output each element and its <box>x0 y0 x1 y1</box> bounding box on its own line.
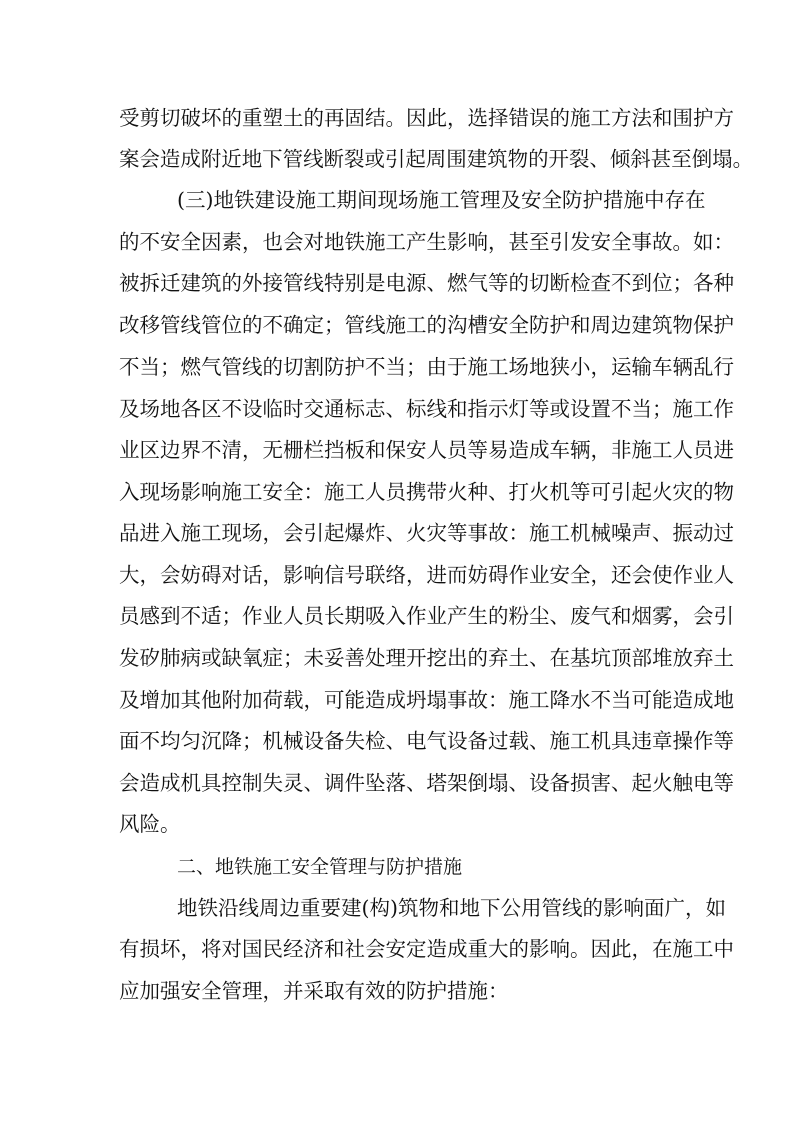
text-line: 有损坏，将对国民经济和社会安定造成重大的影响。因此，在施工中 <box>119 937 734 961</box>
text-line: 入现场影响施工安全：施工人员携带火种、打火机等可引起火灾的物 <box>119 480 734 504</box>
text-line: (三)地铁建设施工期间现场施工管理及安全防护措施中存在 <box>177 188 706 212</box>
text-line: 风险。 <box>119 812 181 836</box>
text-line: 被拆迁建筑的外接管线特别是电源、燃气等的切断检查不到位；各种 <box>119 271 734 295</box>
text-line: 改移管线管位的不确定；管线施工的沟槽安全防护和周边建筑物保护 <box>119 313 734 337</box>
section-heading: 二、地铁施工安全管理与防护措施 <box>177 856 463 878</box>
text-line: 大，会妨碍对话，影响信号联络，进而妨碍作业安全，还会使作业人 <box>119 563 734 587</box>
text-line: 地铁沿线周边重要建(构)筑物和地下公用管线的影响面广，如 <box>177 896 726 920</box>
text-line: 及增加其他附加荷载，可能造成坍塌事故：施工降水不当可能造成地 <box>119 688 734 712</box>
text-line: 业区边界不清，无栅栏挡板和保安人员等易造成车辆，非施工人员进 <box>119 438 734 462</box>
text-line: 不当；燃气管线的切割防护不当；由于施工场地狭小，运输车辆乱行 <box>119 355 734 379</box>
text-line: 及场地各区不设临时交通标志、标线和指示灯等或设置不当；施工作 <box>119 397 734 421</box>
text-line: 员感到不适；作业人员长期吸入作业产生的粉尘、废气和烟雾，会引 <box>119 604 734 628</box>
text-line: 发矽肺病或缺氧症；未妥善处理开挖出的弃土、在基坑顶部堆放弃土 <box>119 646 734 670</box>
text-line: 品进入施工现场，会引起爆炸、火灾等事故：施工机械噪声、振动过 <box>119 521 734 545</box>
text-line: 案会造成附近地下管线断裂或引起周围建筑物的开裂、倾斜甚至倒塌。 <box>119 147 754 171</box>
text-line: 面不均匀沉降；机械设备失检、电气设备过载、施工机具违章操作等 <box>119 729 734 753</box>
text-line: 的不安全因素，也会对地铁施工产生影响，甚至引发安全事故。如： <box>119 230 734 254</box>
text-line: 会造成机具控制失灵、调件坠落、塔架倒塌、设备损害、起火触电等 <box>119 771 734 795</box>
text-line: 受剪切破坏的重塑土的再固结。因此，选择错误的施工方法和围护方 <box>119 106 734 130</box>
text-line: 应加强安全管理，并采取有效的防护措施： <box>119 979 509 1003</box>
